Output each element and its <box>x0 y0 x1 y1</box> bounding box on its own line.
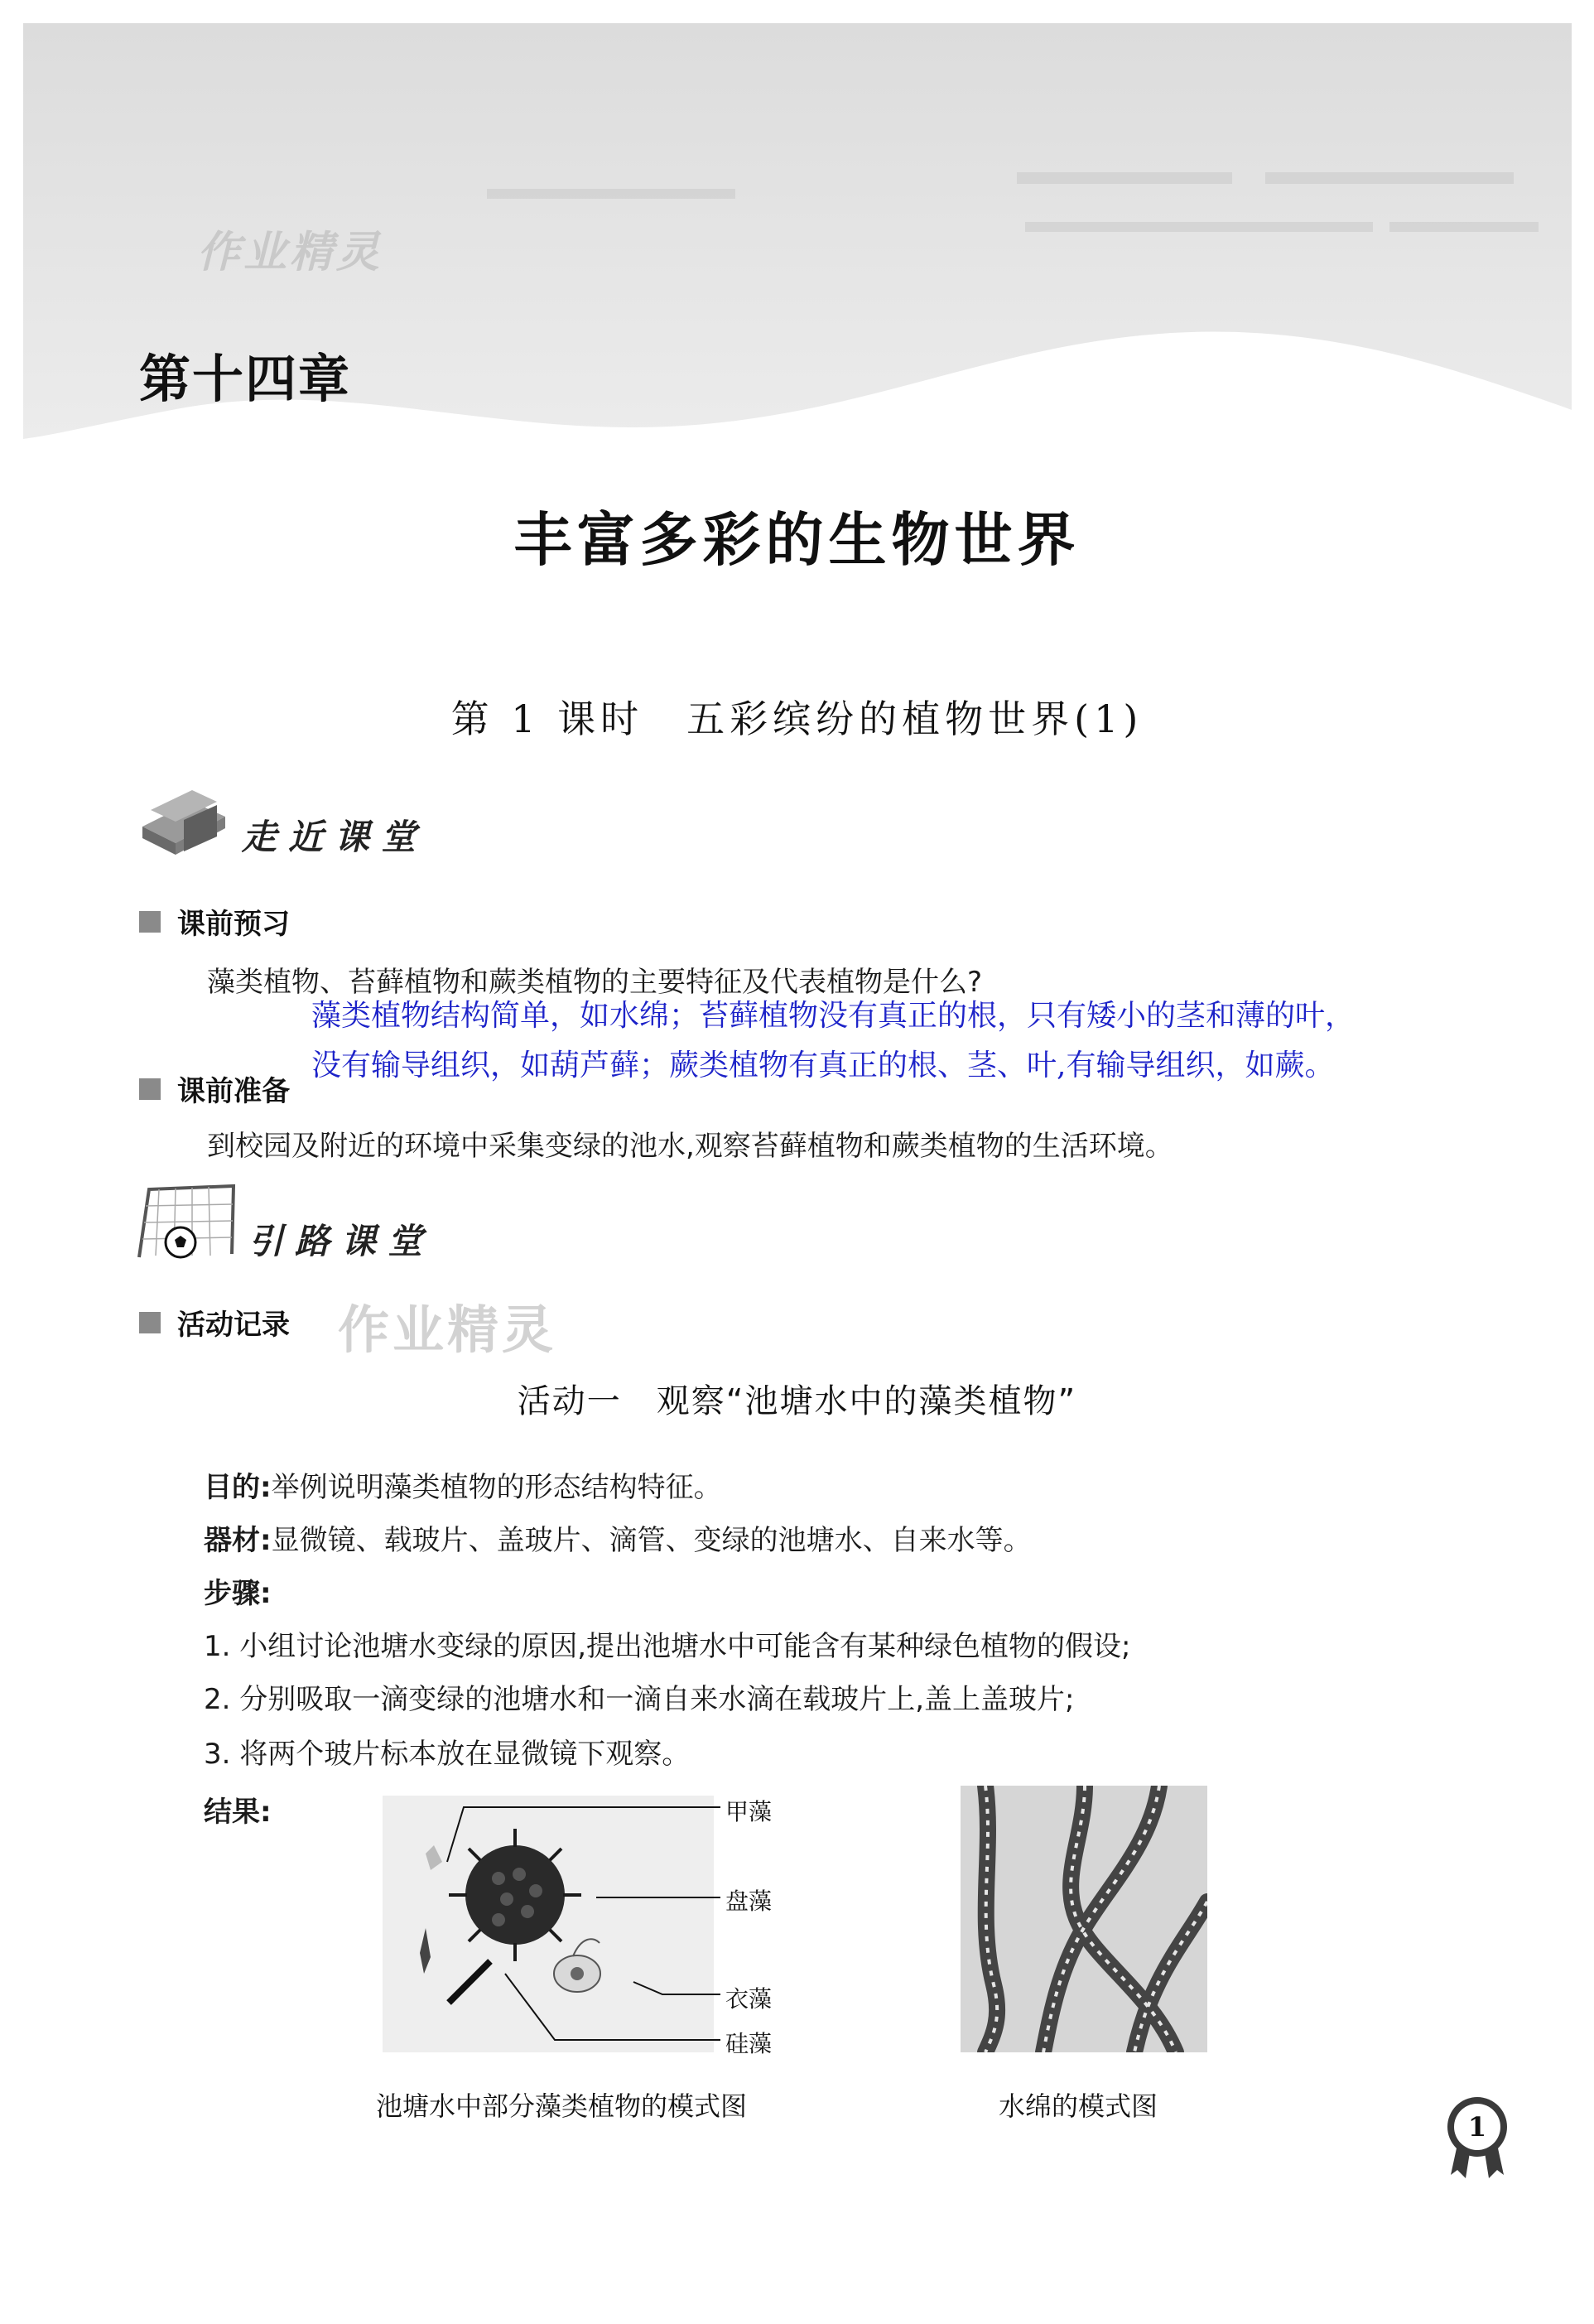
figure2-caption: 水绵的模式图 <box>999 2090 1158 2122</box>
step-item-1: 1. 小组讨论池塘水变绿的原因,提出池塘水中可能含有某种绿色植物的假设; <box>204 1630 1131 1663</box>
prep-heading <box>139 1068 290 1109</box>
preview-heading-label: 课前预习 <box>177 908 290 941</box>
spirogyra-image <box>961 1786 1207 2052</box>
goal-label: 目的: <box>204 1471 272 1504</box>
section-heading-guide: 引路课堂 <box>248 1221 435 1261</box>
result-label: 结果: <box>204 1796 272 1829</box>
page-title: 丰富多彩的生物世界 <box>513 505 1081 574</box>
preview-question: 藻类植物、苔藓植物和蕨类植物的主要特征及代表植物是什么? <box>207 966 983 999</box>
preview-heading <box>139 901 290 942</box>
prep-text: 到校园及附近的环境中采集变绿的池水,观察苔藓植物和蕨类植物的生活环境。 <box>207 1130 1173 1163</box>
lesson-title: 第 1 课时 五彩缤纷的植物世界(1) <box>450 697 1144 741</box>
tools-line <box>204 1517 1032 1558</box>
label-pediastrum: 盘藻 <box>725 1888 773 1915</box>
books-icon <box>134 785 230 860</box>
activity-title: 活动一 观察“池塘水中的藻类植物” <box>517 1382 1077 1420</box>
handwritten-answer-line2: 没有输导组织，如葫芦藓；蕨类植物有真正的根、茎、叶,有输导组织，如蕨。 <box>311 1049 1335 1082</box>
label-leader-lines <box>431 1796 729 2061</box>
tools-text: 显微镜、载玻片、盖玻片、滴管、变绿的池塘水、自来水等。 <box>271 1524 1032 1557</box>
steps-label: 步骤: <box>204 1577 272 1610</box>
step-item-2: 2. 分别吸取一滴变绿的池塘水和一滴自来水滴在载玻片上,盖上盖玻片; <box>204 1683 1075 1716</box>
soccer-goal-icon <box>134 1181 238 1264</box>
record-heading-label: 活动记录 <box>177 1309 290 1342</box>
label-diatom: 硅藻 <box>725 2030 773 2057</box>
goal-text: 举例说明藻类植物的形态结构特征。 <box>271 1471 722 1504</box>
chapter-title: 第十四章 <box>139 349 352 409</box>
step-item-3: 3. 将两个玻片标本放在显微镜下观察。 <box>204 1738 691 1771</box>
section-heading-classroom: 走近课堂 <box>242 817 428 857</box>
label-chlamydomonas: 衣藻 <box>725 1985 773 2013</box>
record-heading <box>139 1302 290 1343</box>
watermark-top: 作业精灵 <box>197 228 383 277</box>
page-number-badge <box>1447 2097 1507 2157</box>
tools-label: 器材: <box>204 1524 272 1557</box>
square-bullet-icon <box>139 1312 161 1333</box>
handwritten-answer-line1: 藻类植物结构简单，如水绵；苔藓植物没有真正的根，只有矮小的茎和薄的叶， <box>311 999 1356 1033</box>
figure1-caption: 池塘水中部分藻类植物的模式图 <box>376 2090 748 2122</box>
square-bullet-icon <box>139 1078 161 1100</box>
prep-heading-label: 课前准备 <box>177 1075 290 1108</box>
square-bullet-icon <box>139 911 161 933</box>
watermark-mid: 作业精灵 <box>338 1299 557 1360</box>
goal-line <box>204 1464 722 1505</box>
page-number: 1 <box>1454 2104 1500 2150</box>
label-dinoflagellate: 甲藻 <box>725 1798 773 1825</box>
